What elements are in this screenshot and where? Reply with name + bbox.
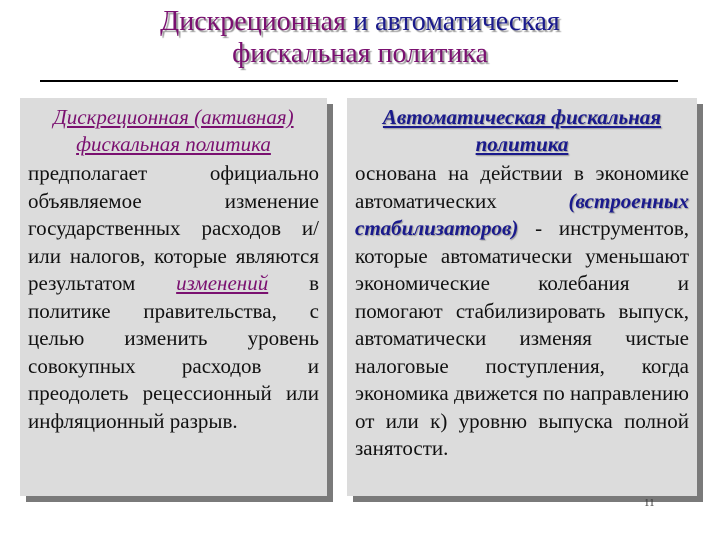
discretionary-emphasis: изменений [176, 271, 269, 295]
title-part-2: и автоматическая [352, 6, 560, 37]
discretionary-policy-heading: Дискреционная (активная) фискальная политика [53, 105, 294, 156]
automatic-policy-panel [347, 98, 697, 496]
discretionary-policy-text [28, 160, 319, 435]
title-divider [40, 80, 678, 82]
automatic-emphasis: (встроенных стабилизаторов) [355, 188, 689, 240]
discretionary-text-start: предполагает официально объявляемое изменение государственных расходов и/или налогов, которые являются результатом [28, 161, 319, 295]
discretionary-policy-panel [20, 98, 327, 496]
title-line-2: фискальная политика [232, 38, 488, 69]
slide-title [0, 6, 720, 70]
automatic-policy-heading: Автоматическая фискальная политика [382, 105, 662, 156]
automatic-text-end: - инструментов, которые автоматически уменьшают экономические колебания и помогают стабилизировать выпуск, автоматически изменяя чистые налоговые поступления, когда экономика движется по направлению от или к) уровню выпуска полной занятости. [355, 216, 689, 460]
automatic-text-start: основана на действии в экономике автоматических [355, 161, 689, 213]
discretionary-text-end: в политике правительства, с целью изменить уровень совокупных расходов и преодолеть рецессионный или инфляционный разрыв. [28, 271, 319, 433]
automatic-policy-text [355, 160, 689, 463]
page-number: 11 [644, 497, 655, 509]
title-part-1: Дискреционная [160, 6, 353, 37]
